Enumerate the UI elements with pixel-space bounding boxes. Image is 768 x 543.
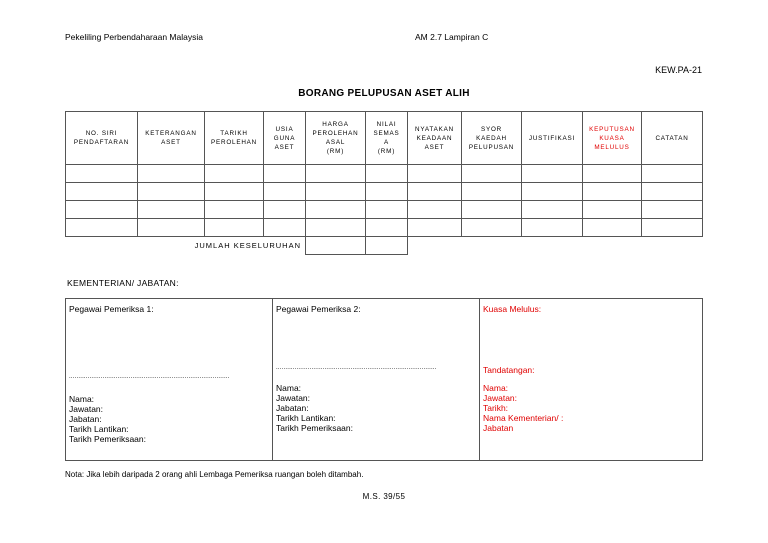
table-cell[interactable] — [366, 219, 408, 237]
field-department-label: Jabatan — [483, 423, 514, 433]
total-current-value-cell[interactable] — [366, 237, 408, 255]
table-cell[interactable] — [522, 183, 583, 201]
table-cell[interactable] — [366, 165, 408, 183]
table-cell[interactable] — [366, 183, 408, 201]
col-header: USIA GUNA ASET — [264, 112, 306, 165]
table-cell[interactable] — [306, 201, 366, 219]
table-cell[interactable] — [522, 201, 583, 219]
field-name-label: Nama: — [483, 383, 509, 393]
field-ministry-label: Nama Kementerian/ : — [483, 413, 564, 423]
inspector-1-fields — [69, 394, 146, 444]
table-cell[interactable] — [306, 183, 366, 201]
table-cell[interactable] — [205, 219, 264, 237]
table-cell[interactable] — [138, 219, 205, 237]
field-appointment-date-label: Tarikh Lantikan: — [69, 424, 129, 434]
table-cell[interactable] — [138, 165, 205, 183]
table-cell[interactable] — [264, 165, 306, 183]
table-cell[interactable] — [583, 165, 642, 183]
table-cell[interactable] — [66, 219, 138, 237]
inspector-2-title: Pegawai Pemeriksa 2: — [276, 304, 361, 314]
footnote: Nota: Jika lebih daripada 2 orang ahli Lembaga Pemeriksa ruangan boleh ditambah. — [65, 470, 364, 479]
col-header: KETERANGAN ASET — [138, 112, 205, 165]
table-cell[interactable] — [462, 201, 522, 219]
table-header-row — [66, 112, 703, 165]
approver-cell[interactable] — [480, 299, 703, 461]
inspector-2-fields — [276, 383, 353, 433]
signature-label: Tandatangan: — [483, 365, 535, 375]
table-row — [66, 201, 703, 219]
table-cell[interactable] — [462, 219, 522, 237]
col-header: TARIKH PEROLEHAN — [205, 112, 264, 165]
form-title: BORANG PELUPUSAN ASET ALIH — [298, 88, 470, 99]
inspector-1-title: Pegawai Pemeriksa 1: — [69, 304, 154, 314]
table-cell[interactable] — [66, 201, 138, 219]
field-name-label: Nama: — [69, 394, 95, 404]
table-cell[interactable] — [408, 183, 462, 201]
table-cell[interactable] — [138, 183, 205, 201]
table-cell[interactable] — [408, 201, 462, 219]
table-cell[interactable] — [522, 165, 583, 183]
col-header: HARGA PEROLEHAN ASAL (RM) — [306, 112, 366, 165]
table-cell[interactable] — [138, 201, 205, 219]
table-cell[interactable] — [205, 165, 264, 183]
field-position-label: Jawatan: — [276, 393, 311, 403]
table-cell[interactable] — [205, 183, 264, 201]
table-cell[interactable] — [583, 183, 642, 201]
header-left: Pekeliling Perbendaharaan Malaysia — [65, 32, 203, 42]
col-header: NILAI SEMAS A (RM) — [366, 112, 408, 165]
approver-fields — [483, 383, 563, 433]
table-cell[interactable] — [205, 201, 264, 219]
col-header-decision: KEPUTUSAN KUASA MELULUS — [583, 112, 642, 165]
col-header: JUSTIFIKASI — [522, 112, 583, 165]
table-row — [66, 183, 703, 201]
table-cell[interactable] — [642, 165, 703, 183]
table-cell[interactable] — [306, 165, 366, 183]
inspector-1-cell[interactable] — [66, 299, 273, 461]
col-header: SYOR KAEDAH PELUPUSAN — [462, 112, 522, 165]
total-label: JUMLAH KESELURUHAN — [194, 241, 301, 251]
table-cell[interactable] — [264, 183, 306, 201]
field-department-label: Jabatan: — [276, 403, 309, 413]
form-code: KEW.PA-21 — [655, 65, 702, 75]
field-position-label: Jawatan: — [69, 404, 104, 414]
field-inspection-date-label: Tarikh Pemeriksaan: — [69, 434, 147, 444]
table-row — [66, 219, 703, 237]
table-cell[interactable] — [462, 183, 522, 201]
table-cell[interactable] — [642, 201, 703, 219]
table-cell[interactable] — [462, 165, 522, 183]
table-cell[interactable] — [306, 219, 366, 237]
inspector-1-signature-line: ...................................................................................... — [69, 374, 230, 380]
signature-row — [66, 299, 703, 461]
col-header: CATATAN — [642, 112, 703, 165]
table-row — [66, 165, 703, 183]
table-cell[interactable] — [642, 219, 703, 237]
field-inspection-date-label: Tarikh Pemeriksaan: — [276, 423, 354, 433]
field-appointment-date-label: Tarikh Lantikan: — [276, 413, 336, 423]
table-cell[interactable] — [66, 183, 138, 201]
table-cell[interactable] — [642, 183, 703, 201]
field-name-label: Nama: — [276, 383, 302, 393]
field-department-label: Jabatan: — [69, 414, 102, 424]
table-cell[interactable] — [66, 165, 138, 183]
total-row — [66, 237, 703, 255]
inspector-2-signature-line: ...................................................................................... — [276, 365, 437, 371]
table-cell[interactable] — [583, 201, 642, 219]
table-cell[interactable] — [583, 219, 642, 237]
field-date-label: Tarikh: — [483, 403, 509, 413]
table-cell[interactable] — [264, 219, 306, 237]
page-number: M.S. 39/55 — [362, 492, 406, 501]
ministry-label: KEMENTERIAN/ JABATAN: — [67, 278, 179, 288]
inspector-2-cell[interactable] — [273, 299, 480, 461]
approver-title: Kuasa Melulus: — [483, 304, 542, 314]
table-cell[interactable] — [264, 201, 306, 219]
table-cell[interactable] — [408, 165, 462, 183]
table-cell[interactable] — [366, 201, 408, 219]
col-header: NO. SIRI PENDAFTARAN — [66, 112, 138, 165]
table-cell[interactable] — [408, 219, 462, 237]
header-center: AM 2.7 Lampiran C — [415, 32, 489, 42]
asset-table — [65, 111, 703, 255]
col-header: NYATAKAN KEADAAN ASET — [408, 112, 462, 165]
total-original-price-cell[interactable] — [306, 237, 366, 255]
table-cell[interactable] — [522, 219, 583, 237]
field-position-label: Jawatan: — [483, 393, 518, 403]
signature-table — [65, 298, 703, 461]
